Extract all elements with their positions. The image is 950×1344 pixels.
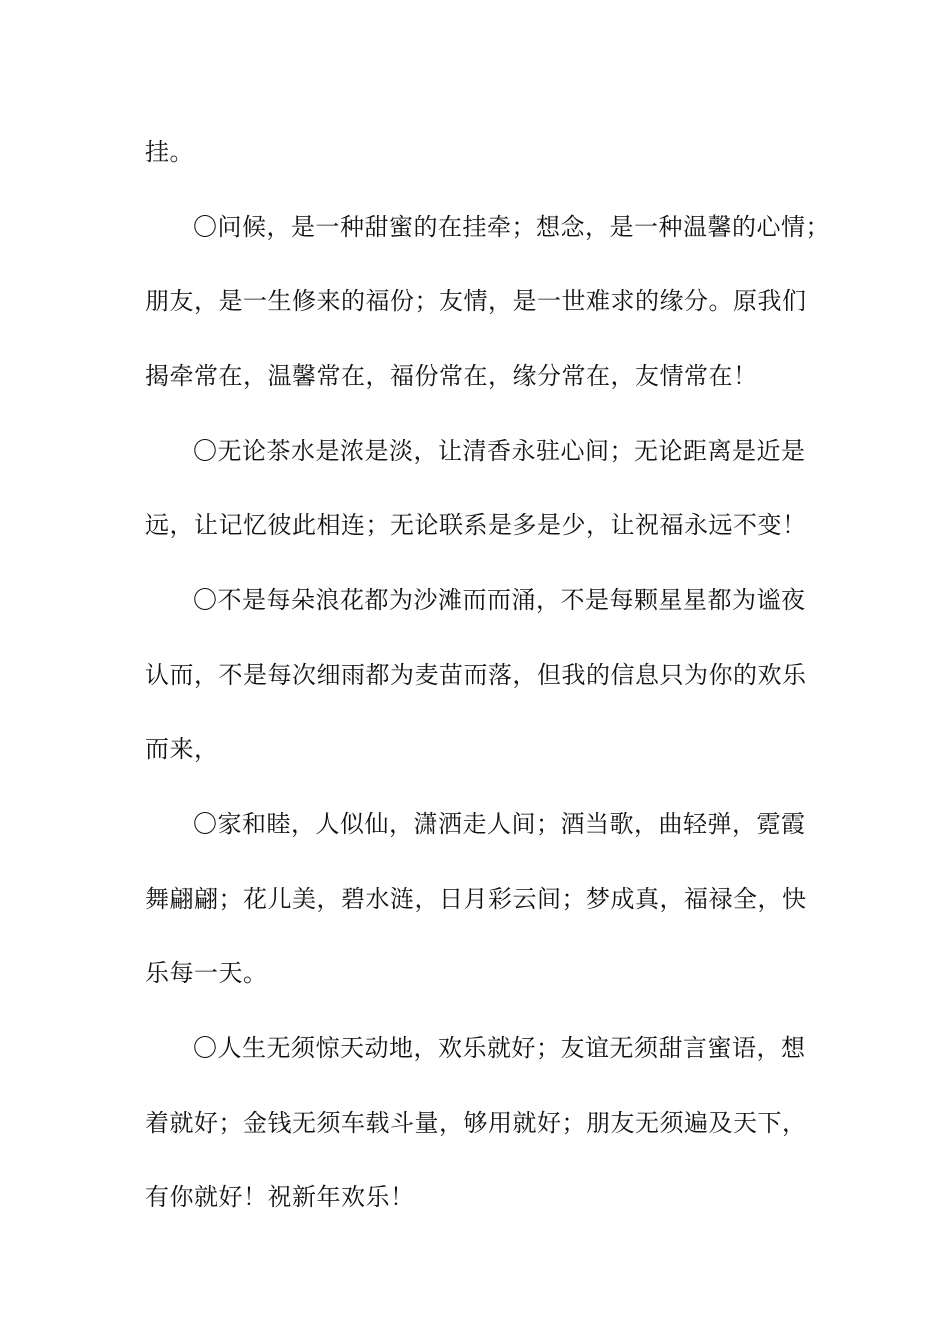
text-line: 乐每一天。 [145,959,268,987]
text-line: 而来， [145,735,219,763]
text-line: 认而，不是每次细雨都为麦苗而落，但我的信息只为你的欢乐 [145,661,807,689]
paragraph-first-line: 〇人生无须惊天动地，欢乐就好；友谊无须甜言蜜语，想 [193,1034,806,1062]
text-line: 有你就好！祝新年欢乐！ [145,1183,415,1211]
paragraph-first-line: 〇问候，是一种甜蜜的在挂牵；想念，是一种温馨的心情； [193,213,830,241]
text-line: 舞翩翩；花儿美，碧水涟，日月彩云间；梦成真，福禄全，快 [145,885,807,913]
text-line: 挂。 [145,138,194,166]
paragraph-first-line: 〇无论茶水是浓是淡，让清香永驻心间；无论距离是近是 [193,437,806,465]
text-line: 揭牵常在，温馨常在，福份常在，缘分常在，友情常在！ [145,362,758,390]
paragraph-first-line: 〇家和睦，人似仙，潇洒走人间；酒当歌，曲轻弹，霓霞 [193,810,806,838]
text-line: 着就好；金钱无须车载斗量，够用就好；朋友无须遍及天下， [145,1109,807,1137]
text-line: 朋友，是一生修来的福份；友情，是一世难求的缘分。原我们 [145,287,807,315]
text-line: 远，让记忆彼此相连；无论联系是多是少，让祝福永远不变！ [145,511,807,539]
paragraph-first-line: 〇不是每朵浪花都为沙滩而而涌，不是每颗星星都为谧夜 [193,586,806,614]
